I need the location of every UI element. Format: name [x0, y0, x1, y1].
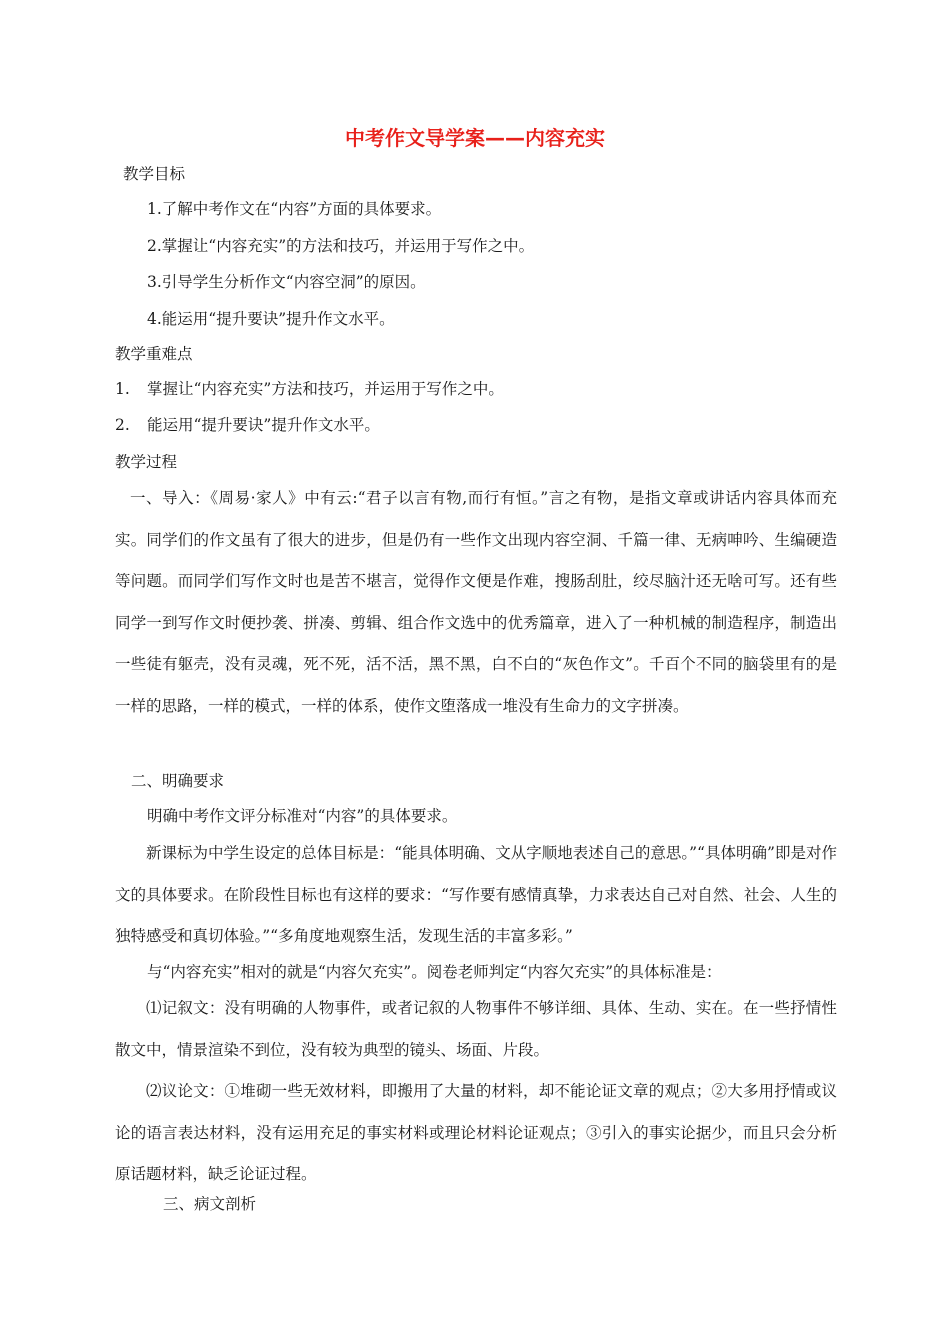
document-title: 中考作文导学案——内容充实: [345, 126, 605, 150]
goal-item-2: 2.掌握让“内容充实”的方法和技巧，并运用于写作之中。: [147, 237, 535, 255]
key-point-text: 掌握让“内容充实”方法和技巧，并运用于写作之中。: [147, 380, 504, 398]
intro-paragraph: 一、导入：《周易·家人》中有云:“君子以言有物,而行有恒。”言之有物，是指文章或讲话内容具体而充实。同学们的作文虽有了很大的进步，但是仍有一些作文出现内容空洞、千篇一律、无病呻吟、生编硬造等问题。而同学们写作文时也是苦不堪言，觉得作文便是作难，搜肠刮肚，绞尽脑汁还无啥可写。还有些同学一到写作文时便抄袭、拼凑、剪辑、组合作文选中的优秀篇章，进入了一种机械的制造程序，制造出一些徒有躯壳，没有灵魂，死不死，活不活，黑不黑，白不白的“灰色作文”。千百个不同的脑袋里有的是一样的思路，一样的模式，一样的体系，使作文堕落成一堆没有生命力的文字拼凑。: [115, 489, 837, 715]
key-point-number: 2.: [115, 416, 130, 434]
key-point-item-1: [115, 379, 504, 399]
section2-heading: 二、明确要求: [131, 772, 225, 790]
section2-line-1: 明确中考作文评分标准对“内容”的具体要求。: [147, 807, 458, 825]
section2-paragraph-3: ⑵议论文：①堆砌一些无效材料，即搬用了大量的材料，却不能论证文章的观点；②大多用抒情或议论的语言表达材料，没有运用充足的事实材料或理论材料论证观点；③引入的事实论据少，而且只会分析原话题材料，缺乏论证过程。: [115, 1082, 837, 1183]
process-heading: 教学过程: [115, 453, 178, 471]
key-point-number: 1.: [115, 380, 130, 398]
goal-item-1: 1.了解中考作文在“内容”方面的具体要求。: [147, 200, 442, 218]
key-points-heading: 教学重难点: [115, 345, 193, 363]
goal-item-4: 4.能运用“提升要诀”提升作文水平。: [147, 310, 395, 328]
goals-heading: 教学目标: [123, 165, 186, 183]
section2-paragraph-2: ⑴记叙文：没有明确的人物事件，或者记叙的人物事件不够详细、具体、生动、实在。在一些抒情性散文中，情景渲染不到位，没有较为典型的镜头、场面、片段。: [115, 999, 837, 1059]
key-point-text: 能运用“提升要诀”提升作文水平。: [147, 416, 380, 434]
section2-paragraph-1: 新课标为中学生设定的总体目标是：“能具体明确、文从字顺地表述自己的意思。”“具体明确”即是对作文的具体要求。在阶段性目标也有这样的要求：“写作要有感情真挚，力求表达自己对自然、社会、人生的独特感受和真切体验。”“多角度地观察生活，发现生活的丰富多彩。”: [115, 844, 837, 945]
key-point-item-2: [115, 415, 380, 435]
section3-heading: 三、病文剖析: [163, 1195, 257, 1213]
section2-line-2: 与“内容充实”相对的就是“内容欠充实”。阅卷老师判定“内容欠充实”的具体标准是：: [147, 963, 722, 981]
goal-item-3: 3.引导学生分析作文“内容空洞”的原因。: [147, 273, 426, 291]
